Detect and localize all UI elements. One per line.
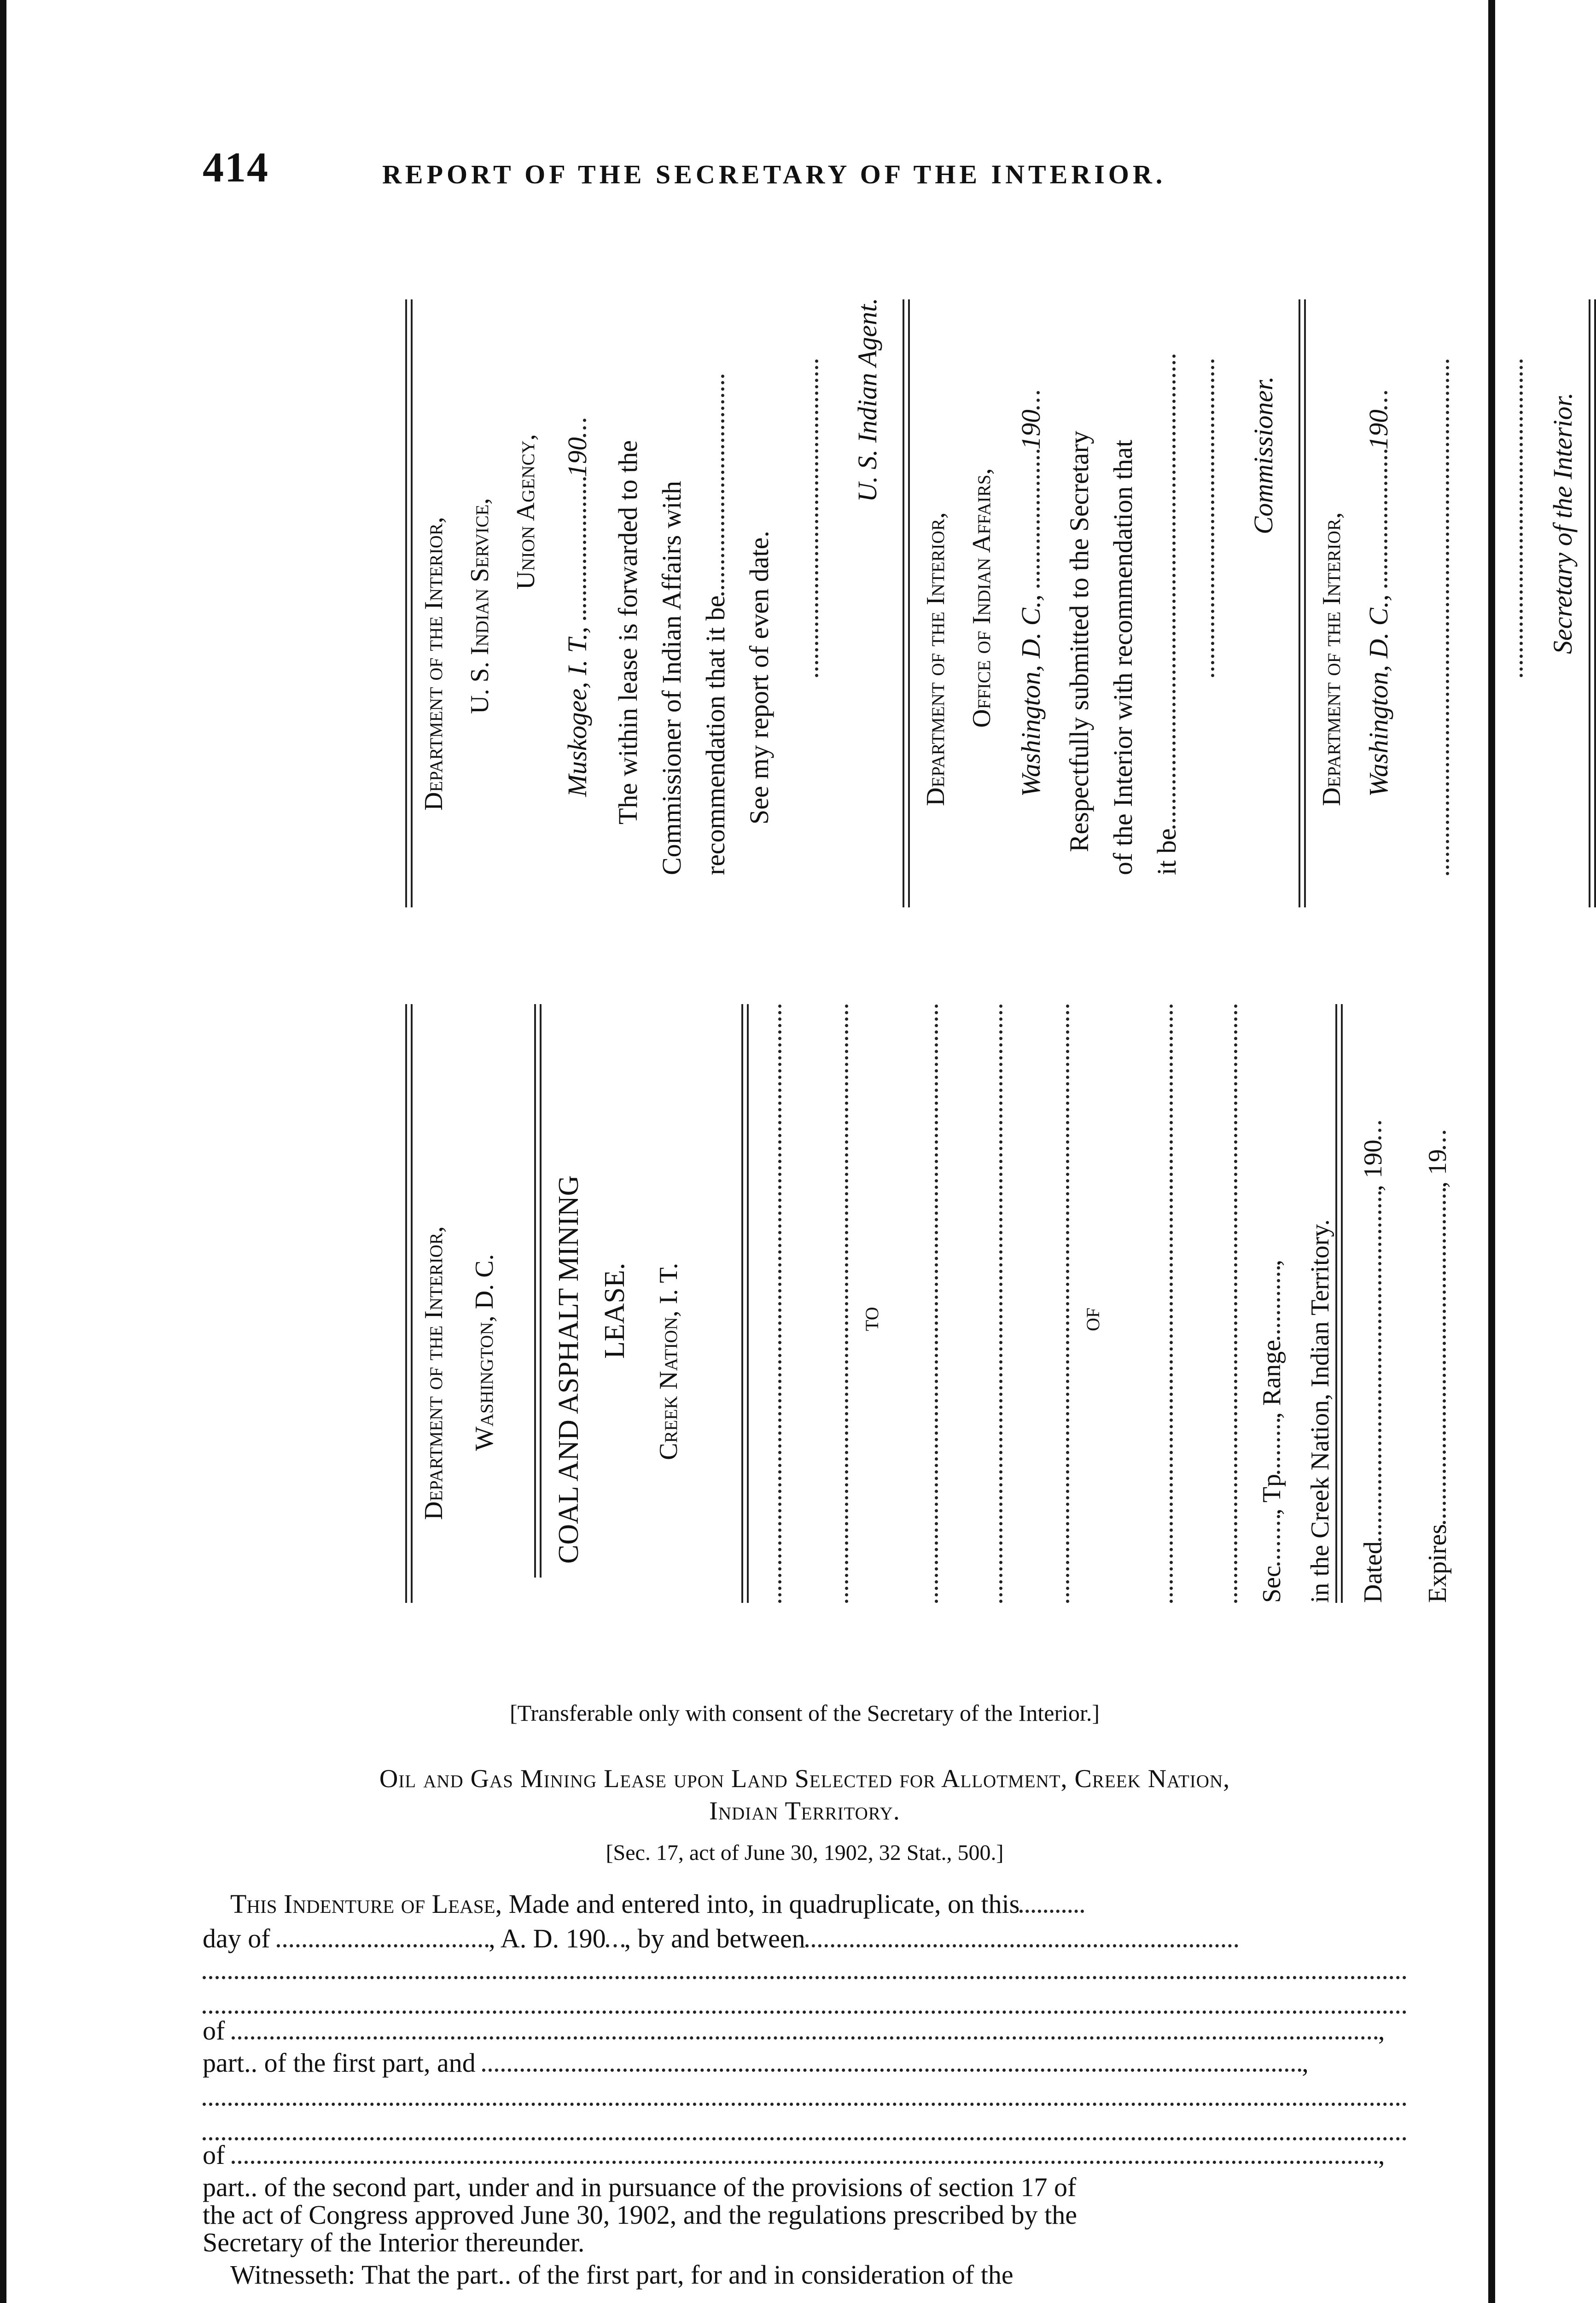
block1-body3-text: recommendation that it be xyxy=(700,595,730,875)
lease-citation: [Sec. 17, act of June 30, 1902, 32 Stat., 500.] xyxy=(606,1841,1004,1865)
page-right-edge xyxy=(1488,0,1495,2303)
of-label: of xyxy=(203,2140,225,2170)
witnesseth-line: Witnesseth: That the part.. of the first part, for and in consideration of the xyxy=(230,2260,1014,2290)
block2-body3 xyxy=(1151,354,1182,875)
signature-line xyxy=(1211,359,1214,677)
panel-rule xyxy=(741,1004,749,1603)
panel-rule xyxy=(405,1004,413,1603)
dotted-line xyxy=(1234,1004,1237,1603)
cover-title1: COAL AND ASPHALT MINING xyxy=(553,1175,584,1564)
signature-line xyxy=(1520,359,1523,677)
block2-signature: Commissioner. xyxy=(1248,376,1278,534)
act-line: the act of Congress approved June 30, 1902, and the regulations prescribed by the xyxy=(203,2200,1077,2230)
dotted-line xyxy=(203,2103,1407,2106)
lease-title-line2: Indian Territory. xyxy=(709,1797,900,1825)
panel-rule xyxy=(1299,299,1306,907)
signature-line xyxy=(815,359,818,677)
block1-body4: See my report of even date. xyxy=(744,531,774,824)
block1-body2: Commissioner of Indian Affairs with xyxy=(657,481,687,875)
first-party-of: of , xyxy=(203,2016,1385,2046)
block3-place: Washington, D. C., xyxy=(1363,588,1393,797)
tp-label: , Tp xyxy=(1258,1473,1286,1515)
of-label: of xyxy=(203,2016,225,2046)
dotted-line xyxy=(778,1004,781,1603)
block1-body1: The within lease is forwarded to the xyxy=(613,440,643,824)
indenture-rest: Made and entered into, in quadruplicate, on this xyxy=(502,1889,1020,1919)
cover-dept: Department of the Interior, xyxy=(419,1226,448,1520)
block2-place-date xyxy=(1015,391,1046,797)
cover-place: Washington, D. C. xyxy=(470,1254,499,1451)
second-party-of: of , xyxy=(203,2140,1385,2170)
cover-location: in the Creek Nation, Indian Territory. xyxy=(1306,1219,1334,1603)
day-of-label: day of xyxy=(203,1923,270,1953)
cover-dated xyxy=(1358,1121,1388,1603)
panel-rule xyxy=(405,299,413,907)
cover-of: OF xyxy=(1083,1307,1103,1331)
dotted-line xyxy=(999,1004,1002,1603)
dotted-line xyxy=(1446,359,1449,875)
page-number: 414 xyxy=(203,144,269,191)
dotted-line xyxy=(203,1976,1407,1979)
dotted-line xyxy=(1066,1004,1069,1603)
transfer-note: [Transferable only with consent of the Secretary of the Interior.] xyxy=(509,1700,1100,1726)
first-part-label: part.. of the first part, and xyxy=(203,2048,476,2078)
secretary-line: Secretary of the Interior thereunder. xyxy=(203,2227,585,2257)
dotted-line xyxy=(203,2011,1407,2014)
cover-expires xyxy=(1423,1131,1452,1603)
second-party-line: part.. of the second part, under and in pursuance of the provisions of section 17 of xyxy=(203,2172,1077,2202)
ad-year: , A. D. 190 xyxy=(489,1923,606,1953)
cover-nation: Creek Nation, I. T. xyxy=(654,1263,683,1460)
block3-place-date xyxy=(1363,391,1394,797)
block1-place: Muskogee, I. T., xyxy=(562,620,592,797)
expires-label: Expires xyxy=(1423,1524,1452,1603)
block1-signature: U. S. Indian Agent. xyxy=(852,298,882,502)
running-title: REPORT OF THE SECRETARY OF THE INTERIOR. xyxy=(382,159,1166,189)
cover-sec-line: Sec, Tp, Range, xyxy=(1258,1259,1286,1603)
dated-year: , 190 xyxy=(1359,1140,1387,1192)
cover-to: TO xyxy=(862,1307,882,1331)
panel-rule xyxy=(534,1004,542,1578)
block2-body2: of the Interior with recommendation that xyxy=(1108,439,1138,875)
block1-year: 190 xyxy=(562,437,592,478)
cover-title2: LEASE. xyxy=(599,1263,630,1359)
by-and-between: , by and between xyxy=(624,1923,805,1953)
lease-para1-line2 xyxy=(203,1923,1238,1954)
block3-year: 190 xyxy=(1363,409,1393,450)
first-party-line: part.. of the first part, and , xyxy=(203,2048,1309,2078)
lease-title-line1: Oil and Gas Mining Lease upon Land Selected for Allotment, Creek Nation, xyxy=(379,1765,1230,1793)
block2-body3-text: it be xyxy=(1152,828,1182,875)
block2-dept: Department of the Interior, xyxy=(921,512,950,806)
lease-para1-line1 xyxy=(230,1888,1084,1919)
lease-cover-panel xyxy=(203,1004,1452,1603)
panel-rule xyxy=(1589,299,1596,907)
panel-rule xyxy=(903,299,910,907)
range-label: , Range xyxy=(1258,1339,1286,1419)
block1-place-date xyxy=(562,419,593,797)
expires-year: , 19 xyxy=(1423,1149,1452,1188)
dotted-line xyxy=(845,1004,848,1603)
block1-body3 xyxy=(700,374,731,875)
block3-dept: Department of the Interior, xyxy=(1317,512,1346,806)
block1-service: U. S. Indian Service, xyxy=(466,498,494,714)
block3-signature: Secretary of the Interior. xyxy=(1548,392,1578,654)
page-left-edge xyxy=(0,0,6,2303)
sec-label: Sec xyxy=(1258,1566,1286,1603)
endorsement-panel xyxy=(203,298,1578,907)
dated-label: Dated xyxy=(1359,1541,1387,1603)
block2-place: Washington, D. C., xyxy=(1016,588,1046,797)
block2-office: Office of Indian Affairs, xyxy=(967,468,996,728)
dotted-line xyxy=(1170,1004,1173,1603)
dotted-line xyxy=(935,1004,938,1603)
indenture-lead: This Indenture of Lease, xyxy=(230,1889,502,1919)
block1-dept: Department of the Interior, xyxy=(419,517,448,811)
block2-year: 190 xyxy=(1016,409,1046,450)
panel-rule xyxy=(1335,1004,1343,1603)
block2-body1: Respectfully submitted to the Secretary xyxy=(1064,431,1094,852)
block1-agency: Union Agency, xyxy=(512,434,540,590)
